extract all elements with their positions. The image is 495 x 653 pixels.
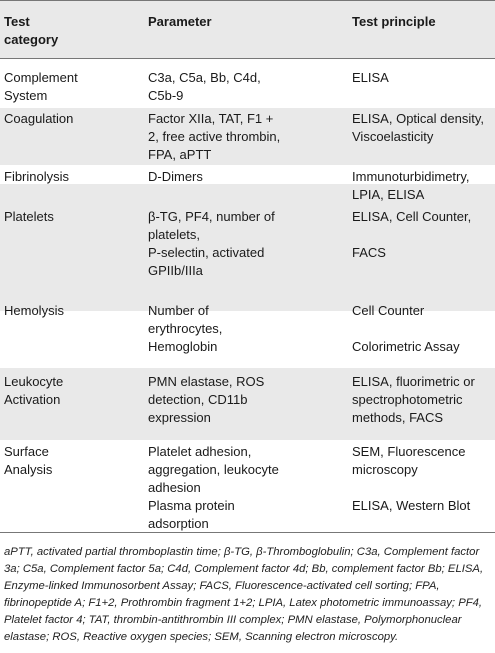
cell-category-complement: Complement System: [4, 70, 78, 103]
cell-principle-hemolysis: Cell Counter Colorimetric Assay: [352, 303, 460, 354]
cell-parameter-leukocyte: PMN elastase, ROS detection, CD11b expression: [148, 374, 265, 425]
cell-principle-fibrinolysis: Immunoturbidimetry, LPIA, ELISA: [352, 169, 470, 202]
cell-parameter-hemolysis: Number of erythrocytes, Hemoglobin: [148, 303, 223, 354]
top-rule: [0, 0, 495, 1]
cell-category-leukocyte: Leukocyte Activation: [4, 374, 64, 407]
cell-category-hemolysis: Hemolysis: [4, 303, 64, 318]
header-rule: [0, 58, 495, 59]
header-test-principle: Test principle: [352, 14, 436, 29]
cell-parameter-complement: C3a, C5a, Bb, C4d, C5b-9: [148, 70, 261, 103]
header-parameter: Parameter: [148, 14, 212, 29]
cell-principle-platelets: ELISA, Cell Counter, FACS: [352, 209, 472, 260]
cell-parameter-fibrinolysis: D-Dimers: [148, 169, 203, 184]
cell-category-platelets: Platelets: [4, 209, 54, 224]
cell-principle-complement: ELISA: [352, 70, 389, 85]
bottom-rule: [0, 532, 495, 533]
cell-principle-surface: SEM, Fluorescence microscopy ELISA, Western Blot: [352, 444, 471, 513]
cell-principle-coagulation: ELISA, Optical density, Viscoelasticity: [352, 111, 484, 144]
cell-principle-leukocyte: ELISA, fluorimetric or spectrophotometric methods, FACS: [352, 374, 475, 425]
cell-category-coagulation: Coagulation: [4, 111, 74, 126]
cell-parameter-coagulation: Factor XIIa, TAT, F1 + 2, free active thrombin, FPA, aPTT: [148, 111, 281, 162]
header-test-category: Test category: [4, 14, 59, 47]
cell-category-fibrinolysis: Fibrinolysis: [4, 169, 70, 184]
cell-parameter-surface: Platelet adhesion, aggregation, leukocyte adhesion Plasma protein adsorption: [148, 444, 279, 531]
table-footnote: aPTT, activated partial thromboplastin time; β-TG, β-Thromboglobulin; C3a, Complement factor 3a; C5a, Complement factor 5a; C4d, Complement factor 4d; Bb, complement factor Bb; ELISA, Enzyme-linked Immunosorbent Assay; FACS, Fluorescence-activated cell sorting; FPA, fibrinopeptide A; F1+2, Prothrombin fragment 1+2; LPIA, Latex photometric immunoassay; PF4, Platelet factor 4; TAT, thrombin-antithrombin III complex; PMN elastase, Polymorphonuclear elastase; ROS, Reactive oxygen species; SEM, Scanning electron microscopy.: [4, 546, 484, 643]
cell-category-surface: Surface Analysis: [4, 444, 53, 477]
cell-parameter-platelets: β-TG, PF4, number of platelets, P-selectin, activated GPIIb/IIIa: [148, 209, 275, 278]
